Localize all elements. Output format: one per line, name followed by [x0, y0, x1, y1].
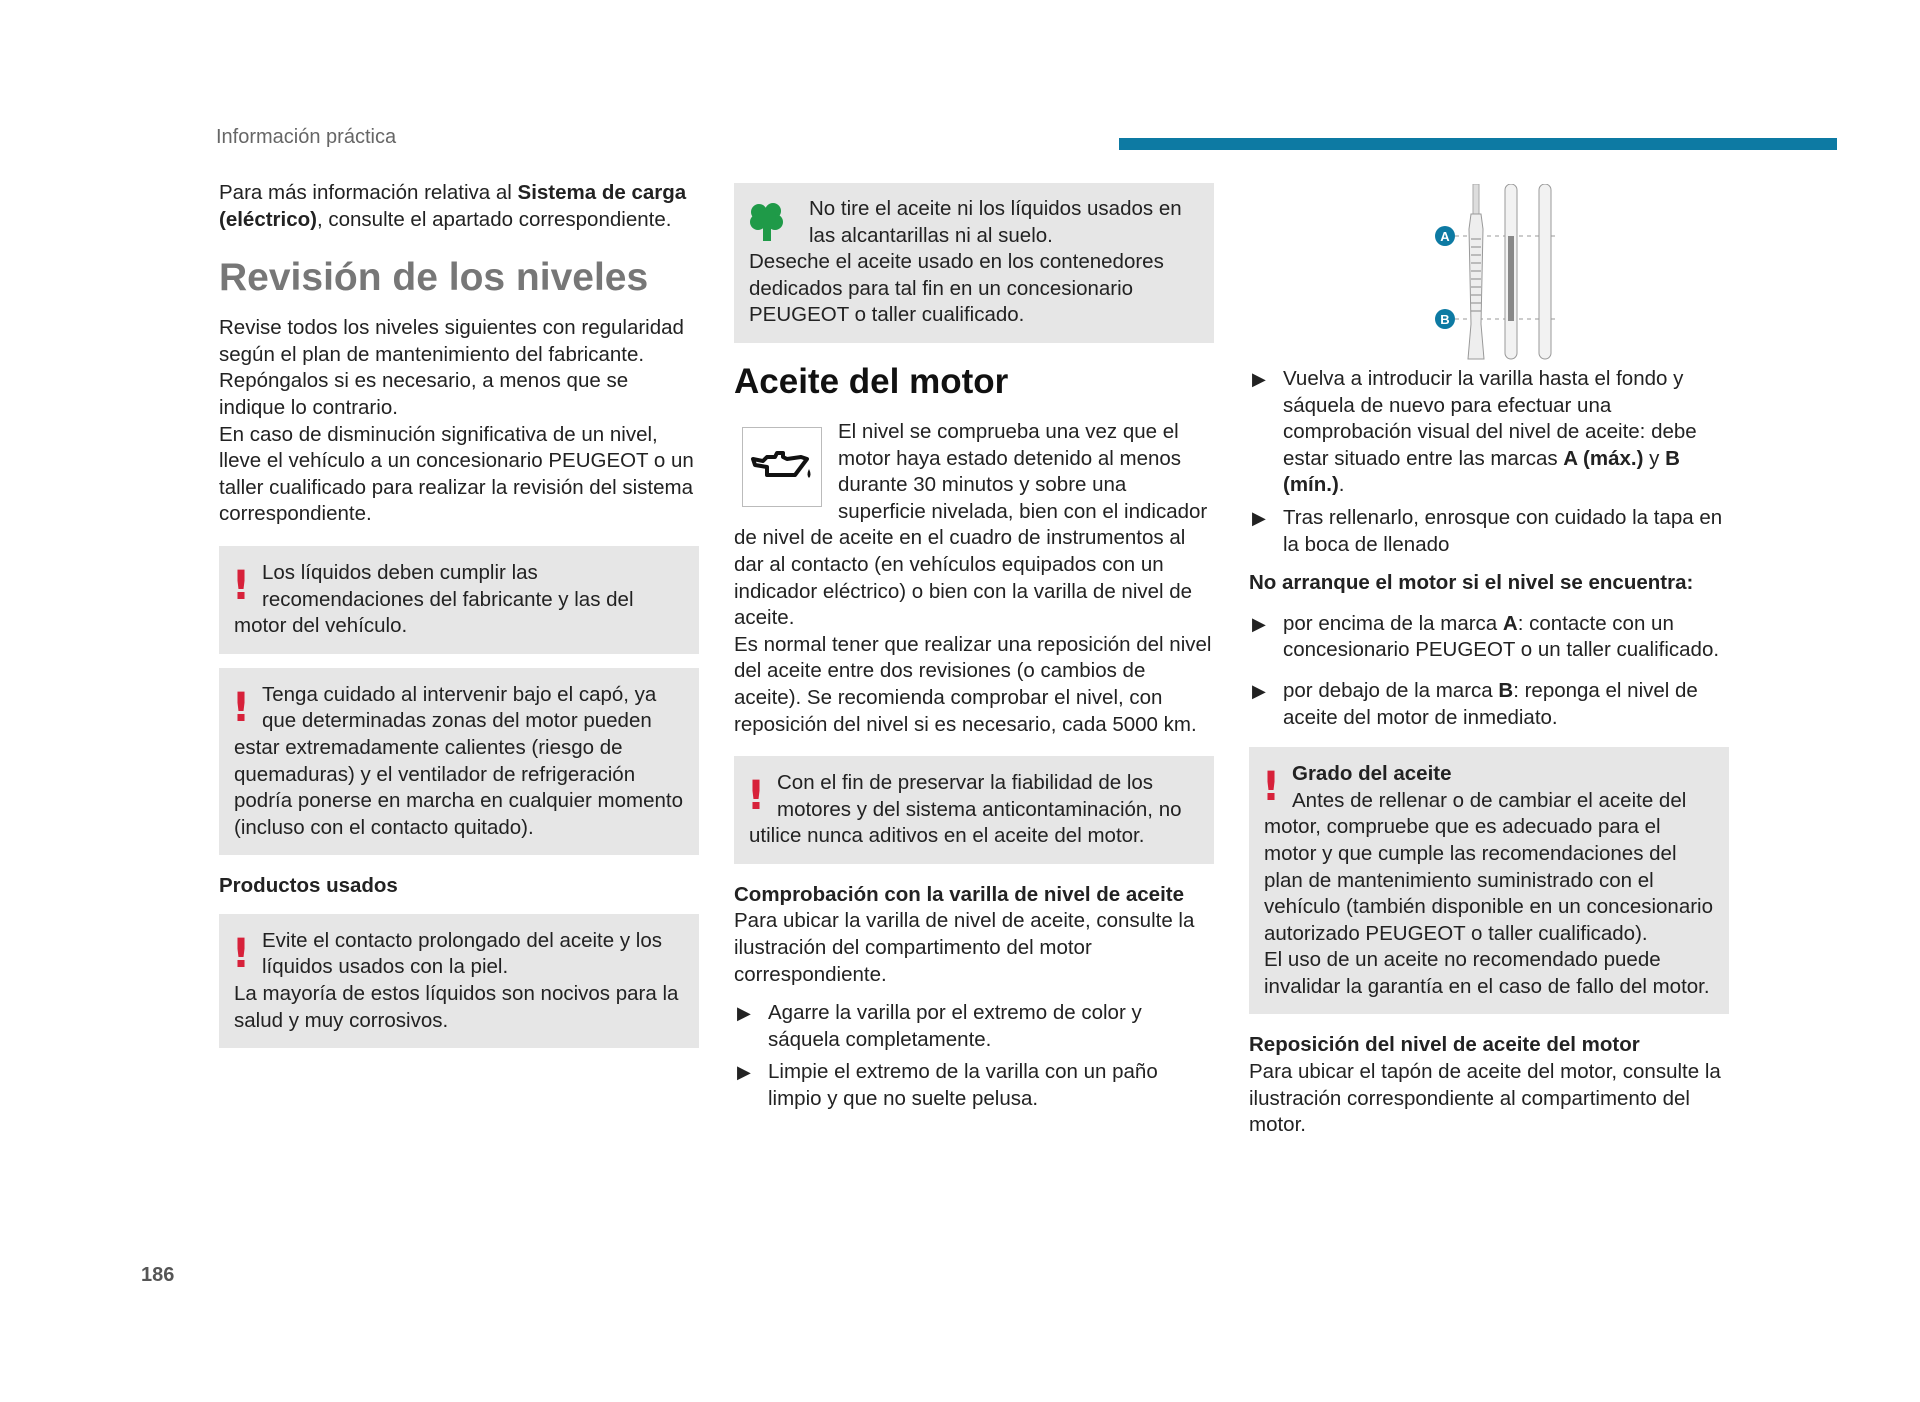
warning-text: Tenga cuidado al intervenir bajo el capó, ya que determinadas zonas del motor pueden estar extremadamente calientes (riesgo de quemaduras) y el ventilador de refrigeración podría ponerse en marcha en cualquier momento (incluso con el contacto quitado). — [234, 682, 683, 839]
mark-b-label: B — [1440, 312, 1450, 327]
paragraph: Para ubicar el tapón de aceite del motor, consulte la ilustración correspondiente al compartimento del motor. — [1249, 1060, 1721, 1137]
mark-a-label: A — [1440, 229, 1450, 244]
bullet-text-bold: A (máx.) — [1563, 446, 1644, 470]
eco-text: Deseche el aceite usado en los contenedores dedicados para tal fin en un concesionario PEUGEOT o taller cualificado. — [749, 250, 1164, 327]
warning-box — [219, 668, 699, 856]
intro-text — [219, 180, 699, 233]
text: Para más información relativa al — [219, 181, 518, 204]
bullet-text: Vuelva a introducir la varilla hasta el fondo y sáquela de nuevo para efectuar una comprobación visual del nivel de aceite: debe estar situado entre las marcas — [1283, 367, 1697, 470]
bullet-item — [734, 1059, 1214, 1112]
column-2 — [734, 183, 1214, 1113]
warning-box — [734, 756, 1214, 864]
triangle-bullet-icon: ▶ — [737, 1003, 751, 1024]
eco-box — [734, 183, 1214, 343]
column-3 — [1249, 180, 1729, 1139]
subheading: Productos usados — [219, 874, 398, 898]
warning-icon: ! — [231, 930, 251, 977]
warning-title: Grado del aceite — [1292, 762, 1452, 786]
paragraph: Es normal tener que realizar una reposición del nivel del aceite entre dos revisiones (o cambios de aceite). Se recomienda comprobar el nivel, con reposición del nivel si es necesario, cada 5000 km. — [734, 632, 1212, 736]
bullet-text-bold: B (mín.) — [1283, 446, 1680, 497]
paragraph: El nivel se comprueba una vez que el motor haya estado detenido al menos durante 30 minutos y sobre una superficie nivelada, bien con el indicador de nivel de aceite en el cuadro de instrumentos al dar al contacto (en vehículos equipados con un indicador eléctrico) o bien con la varilla de nivel de aceite. — [734, 419, 1208, 630]
triangle-bullet-icon: ▶ — [1252, 613, 1266, 634]
bullet-item — [1249, 678, 1729, 731]
warning-text: Con el fin de preservar la fiabilidad de los motores y del sistema anticontaminación, no utilice nunca aditivos en el aceite del motor. — [749, 771, 1182, 848]
triangle-bullet-icon: ▶ — [1252, 507, 1266, 528]
page-number: 186 — [141, 1264, 175, 1286]
subheading: Reposición del nivel de aceite del motor — [1249, 1033, 1640, 1057]
warning-text: Antes de rellenar o de cambiar el aceite del motor, compruebe que es adecuado para el motor y que cumple las recomendaciones del plan de mantenimiento suministrado con el vehículo (también disponible en un concesionario autorizado PEUGEOT o taller cualificado). — [1264, 788, 1714, 945]
warning-box — [1249, 747, 1729, 1014]
triangle-bullet-icon: ▶ — [1252, 369, 1266, 389]
bullet-item — [734, 1000, 1214, 1053]
bullet-text: y — [1643, 446, 1666, 470]
section-header: Información práctica — [216, 126, 397, 148]
bold-line: No arranque el motor si el nivel se encuentra: — [1249, 571, 1694, 595]
warning-text: Los líquidos deben cumplir las recomendaciones del fabricante y las del motor del vehículo. — [234, 560, 634, 638]
subheading: Comprobación con la varilla de nivel de aceite — [734, 882, 1185, 906]
triangle-bullet-icon: ▶ — [737, 1062, 751, 1083]
warning-icon: ! — [231, 684, 251, 731]
text-bold: Sistema de carga (eléctrico) — [219, 181, 687, 231]
bullet-text-bold: B — [1498, 678, 1514, 702]
dipstick-illustration — [1419, 184, 1559, 364]
warning-text: Evite el contacto prolongado del aceite y los líquidos usados con la piel. — [262, 928, 663, 979]
warning-text: El uso de un aceite no recomendado puede invalidar la garantía en el caso de fallo del motor. — [1264, 948, 1710, 998]
bullet-item — [1249, 505, 1729, 558]
bullet-text: por debajo de la marca — [1283, 678, 1499, 702]
warning-icon: ! — [231, 562, 251, 609]
section-heading: Revisión de los niveles — [219, 256, 649, 300]
bullet-item — [1249, 611, 1729, 664]
bullet-text: : reponga el nivel de aceite del motor de inmediato. — [1283, 678, 1698, 729]
section-heading: Aceite del motor — [734, 361, 1009, 401]
bullet-text: : contacte con un concesionario PEUGEOT o un taller cualificado. — [1283, 611, 1720, 662]
bullet-item — [1249, 366, 1729, 499]
bullet-text: Tras rellenarlo, enrosque con cuidado la tapa en la boca de llenado — [1283, 505, 1723, 556]
bullet-text: Agarre la varilla por el extremo de color y sáquela completamente. — [768, 1001, 1142, 1051]
warning-icon: ! — [1261, 764, 1281, 811]
paragraph: En caso de disminución significativa de un nivel, lleve el vehículo a un concesionario PEUGEOT o un taller cualificado para realizar la revisión del sistema correspondiente. — [219, 422, 694, 526]
text: , consulte el apartado correspondiente. — [316, 207, 672, 231]
header-accent-bar — [1119, 138, 1837, 150]
eco-text: No tire el aceite ni los líquidos usados en las alcantarillas ni al suelo. — [809, 197, 1182, 247]
bullet-text-bold: A — [1502, 611, 1518, 635]
warning-text: La mayoría de estos líquidos son nocivos para la salud y muy corrosivos. — [234, 982, 679, 1032]
warning-box — [219, 546, 699, 654]
warning-box — [219, 914, 699, 1048]
paragraph: Revise todos los niveles siguientes con regularidad según el plan de mantenimiento del fabricante. Repóngalos si es necesario, a menos que se indique lo contrario. — [219, 316, 684, 419]
bullet-text: Limpie el extremo de la varilla con un paño limpio y que no suelte pelusa. — [768, 1060, 1158, 1111]
triangle-bullet-icon: ▶ — [1252, 680, 1266, 701]
tree-icon — [748, 201, 786, 243]
column-1 — [219, 180, 699, 1062]
paragraph: Para ubicar la varilla de nivel de aceite, consulte la ilustración del compartimento del motor correspondiente. — [734, 909, 1195, 986]
oil-can-icon — [742, 427, 822, 507]
bullet-text: por encima de la marca — [1283, 611, 1503, 635]
bullet-text: . — [1338, 473, 1345, 497]
warning-icon: ! — [746, 773, 766, 820]
